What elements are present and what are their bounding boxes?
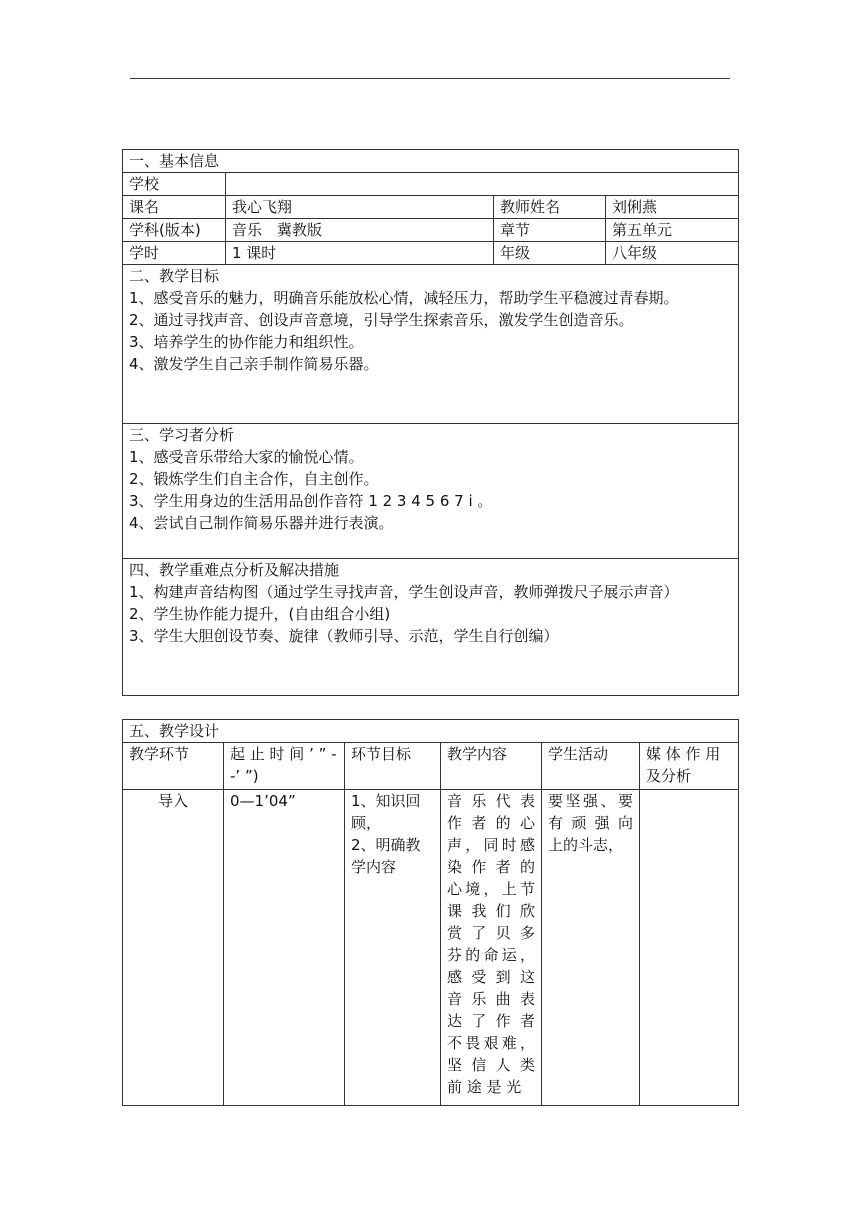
section-key-difficulties-title: 四、教学重难点分析及解决措施 xyxy=(129,561,340,579)
subject-value: 音乐 冀教版 xyxy=(226,219,494,242)
chapter-value: 第五单元 xyxy=(606,219,739,242)
subject-label: 学科(版本) xyxy=(123,219,226,242)
learner-analysis-item: 4、尝试自己制作简易乐器并进行表演。 xyxy=(129,514,394,532)
section-teaching-goals xyxy=(123,265,739,424)
teaching-goal-item: 1、感受音乐的魅力，明确音乐能放松心情，减轻压力，帮助学生平稳渡过青春期。 xyxy=(129,289,679,307)
row-content: 音 乐 代 表 作 者 的 心 声，同时感 染 作 者 的 心境，上节 课 我 们 欣 赏 了 贝 多 芬的命运，感 受 到 这 音 乐 曲 表 达 了 作 者 不畏艰难，坚 信 人 类 前 途 是 光 xyxy=(441,790,542,1106)
hours-label: 学时 xyxy=(123,242,226,265)
section-teaching-goals-title: 二、教学目标 xyxy=(129,267,220,285)
grade-label: 年级 xyxy=(494,242,606,265)
key-difficulty-item: 2、学生协作能力提升，(自由组合小组) xyxy=(129,605,391,623)
header-activity: 学生活动 xyxy=(542,743,640,790)
learner-analysis-item: 3、学生用身边的生活用品创作音符 1 2 3 4 5 6 7 i 。 xyxy=(129,492,493,510)
school-value xyxy=(226,173,739,196)
learner-analysis-item: 1、感受音乐带给大家的愉悦心情。 xyxy=(129,448,364,466)
section-basic-info-title: 一、基本信息 xyxy=(123,150,739,173)
chapter-label: 章节 xyxy=(494,219,606,242)
key-difficulty-item: 1、构建声音结构图（通过学生寻找声音，学生创设声音，教师弹拨尺子展示声音） xyxy=(129,583,679,601)
row-goal: 1、知识回顾， 2、明确教学内容 xyxy=(345,790,441,1106)
learner-analysis-item: 2、锻炼学生们自主合作，自主创作。 xyxy=(129,470,379,488)
teaching-goal-item: 3、培养学生的协作能力和组织性。 xyxy=(129,333,364,351)
hours-value: 1 课时 xyxy=(226,242,494,265)
key-difficulty-item: 3、学生大胆创设节奏、旋律（教师引导、示范，学生自行创编） xyxy=(129,627,559,645)
section-learner-analysis xyxy=(123,424,739,559)
section-key-difficulties xyxy=(123,559,739,696)
basic-info-table xyxy=(122,149,739,696)
row-media xyxy=(640,790,739,1106)
header-content: 教学内容 xyxy=(441,743,542,790)
header-media: 媒 体 作 用及分析 xyxy=(640,743,739,790)
section-teaching-design-title: 五、教学设计 xyxy=(123,720,739,743)
row-stage: 导入 xyxy=(123,790,224,1106)
teacher-value: 刘俐燕 xyxy=(606,196,739,219)
header-goal: 环节目标 xyxy=(345,743,441,790)
row-time: 0—1’04” xyxy=(224,790,345,1106)
header-rule xyxy=(130,78,730,79)
teaching-goal-item: 4、激发学生自己亲手制作简易乐器。 xyxy=(129,355,379,373)
header-stage: 教学环节 xyxy=(123,743,224,790)
section-learner-analysis-title: 三、学习者分析 xyxy=(129,426,235,444)
row-activity: 要坚强、要有 顽 强 向 上的斗志， xyxy=(542,790,640,1106)
course-label: 课名 xyxy=(123,196,226,219)
school-label: 学校 xyxy=(123,173,226,196)
grade-value: 八年级 xyxy=(606,242,739,265)
teacher-label: 教师姓名 xyxy=(494,196,606,219)
teaching-goal-item: 2、通过寻找声音、创设声音意境，引导学生探索音乐，激发学生创造音乐。 xyxy=(129,311,634,329)
header-time: 起 止 时 间 ’ ” --’ ”) xyxy=(224,743,345,790)
teaching-design-table xyxy=(122,719,739,1106)
course-value: 我心飞翔 xyxy=(226,196,494,219)
